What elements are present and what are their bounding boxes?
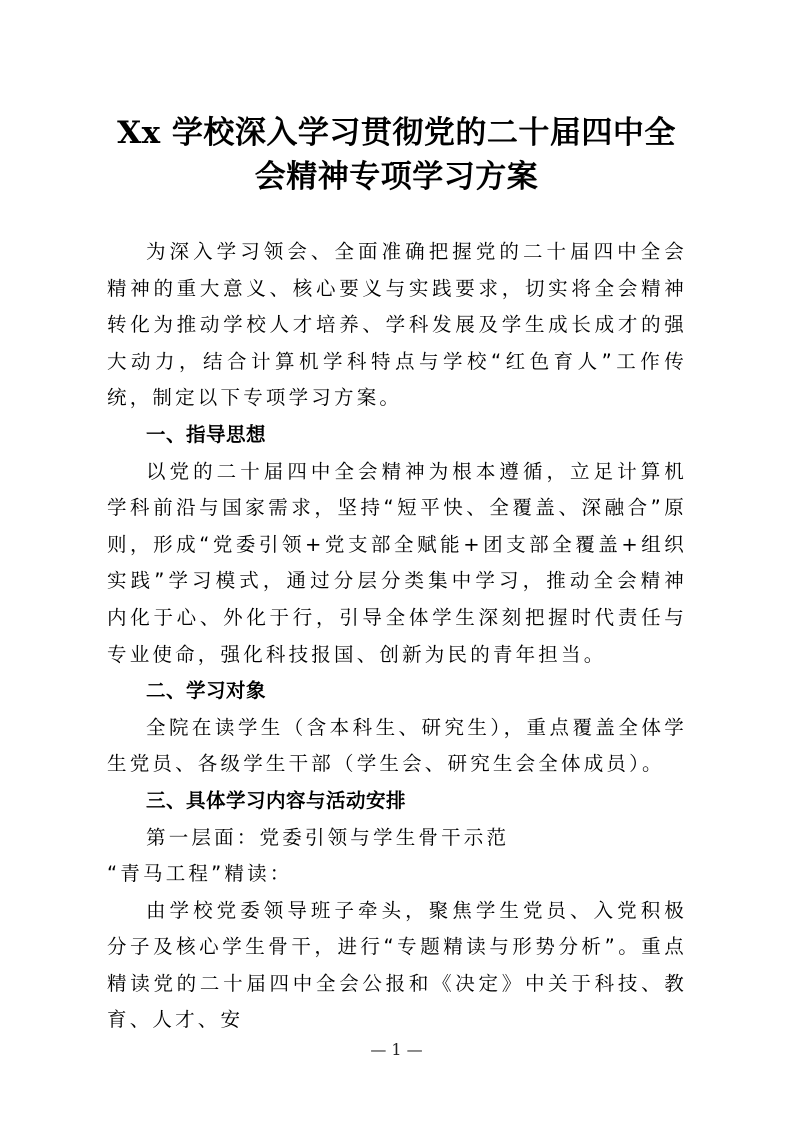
section-heading-learning-targets: 二、学习对象 xyxy=(146,679,267,703)
page-number: — 1 — xyxy=(370,1040,423,1059)
title-line-1: Xx 学校深入学习贯彻党的二十届四中全 xyxy=(117,115,676,151)
section-text-guiding-ideology: 以党的二十届四中全会精神为根本遵循，立足计算机学科前沿与国家需求，坚持“短平快、全覆盖、深融合”原则，形成“党委引领+党支部全赋能+团支部全覆盖+组织实践”学习模式，通过分层分类集中学习，推动全会精神内化于心、外化于行，引导全体学生深刻把握时代责任与专业使命，强化科技报国、创新为民的青年担当。 xyxy=(107,459,687,666)
section-text-learning-targets: 全院在读学生（含本科生、研究生），重点覆盖全体学生党员、各级学生干部（学生会、研究生会全体成员）。 xyxy=(107,715,687,776)
section-heading-activities: 三、具体学习内容与活动安排 xyxy=(146,788,407,812)
section-text-activities: 由学校党委领导班子牵头，聚焦学生党员、入党积极分子及核心学生骨干，进行“专题精读与形势分析”。重点精读党的二十届四中全会公报和《决定》中关于科技、教育、人才、安 xyxy=(107,898,687,1032)
document-body xyxy=(107,234,687,1039)
qingma-subtitle: “青马工程”精读： xyxy=(107,862,293,886)
intro-paragraph: 为深入学习领会、全面准确把握党的二十届四中全会精神的重大意义、核心要义与实践要求，切实将全会精神转化为推动学校人才培养、学科发展及学生成长成才的强大动力，结合计算机学科特点与学校“红色育人”工作传统，制定以下专项学习方案。 xyxy=(107,240,687,410)
level-one-label: 第一层面：党委引领与学生骨干示范 xyxy=(146,825,510,849)
section-heading-guiding-ideology: 一、指导思想 xyxy=(146,422,267,446)
document-title xyxy=(100,111,693,199)
title-line-2: 会精神专项学习方案 xyxy=(254,159,539,195)
